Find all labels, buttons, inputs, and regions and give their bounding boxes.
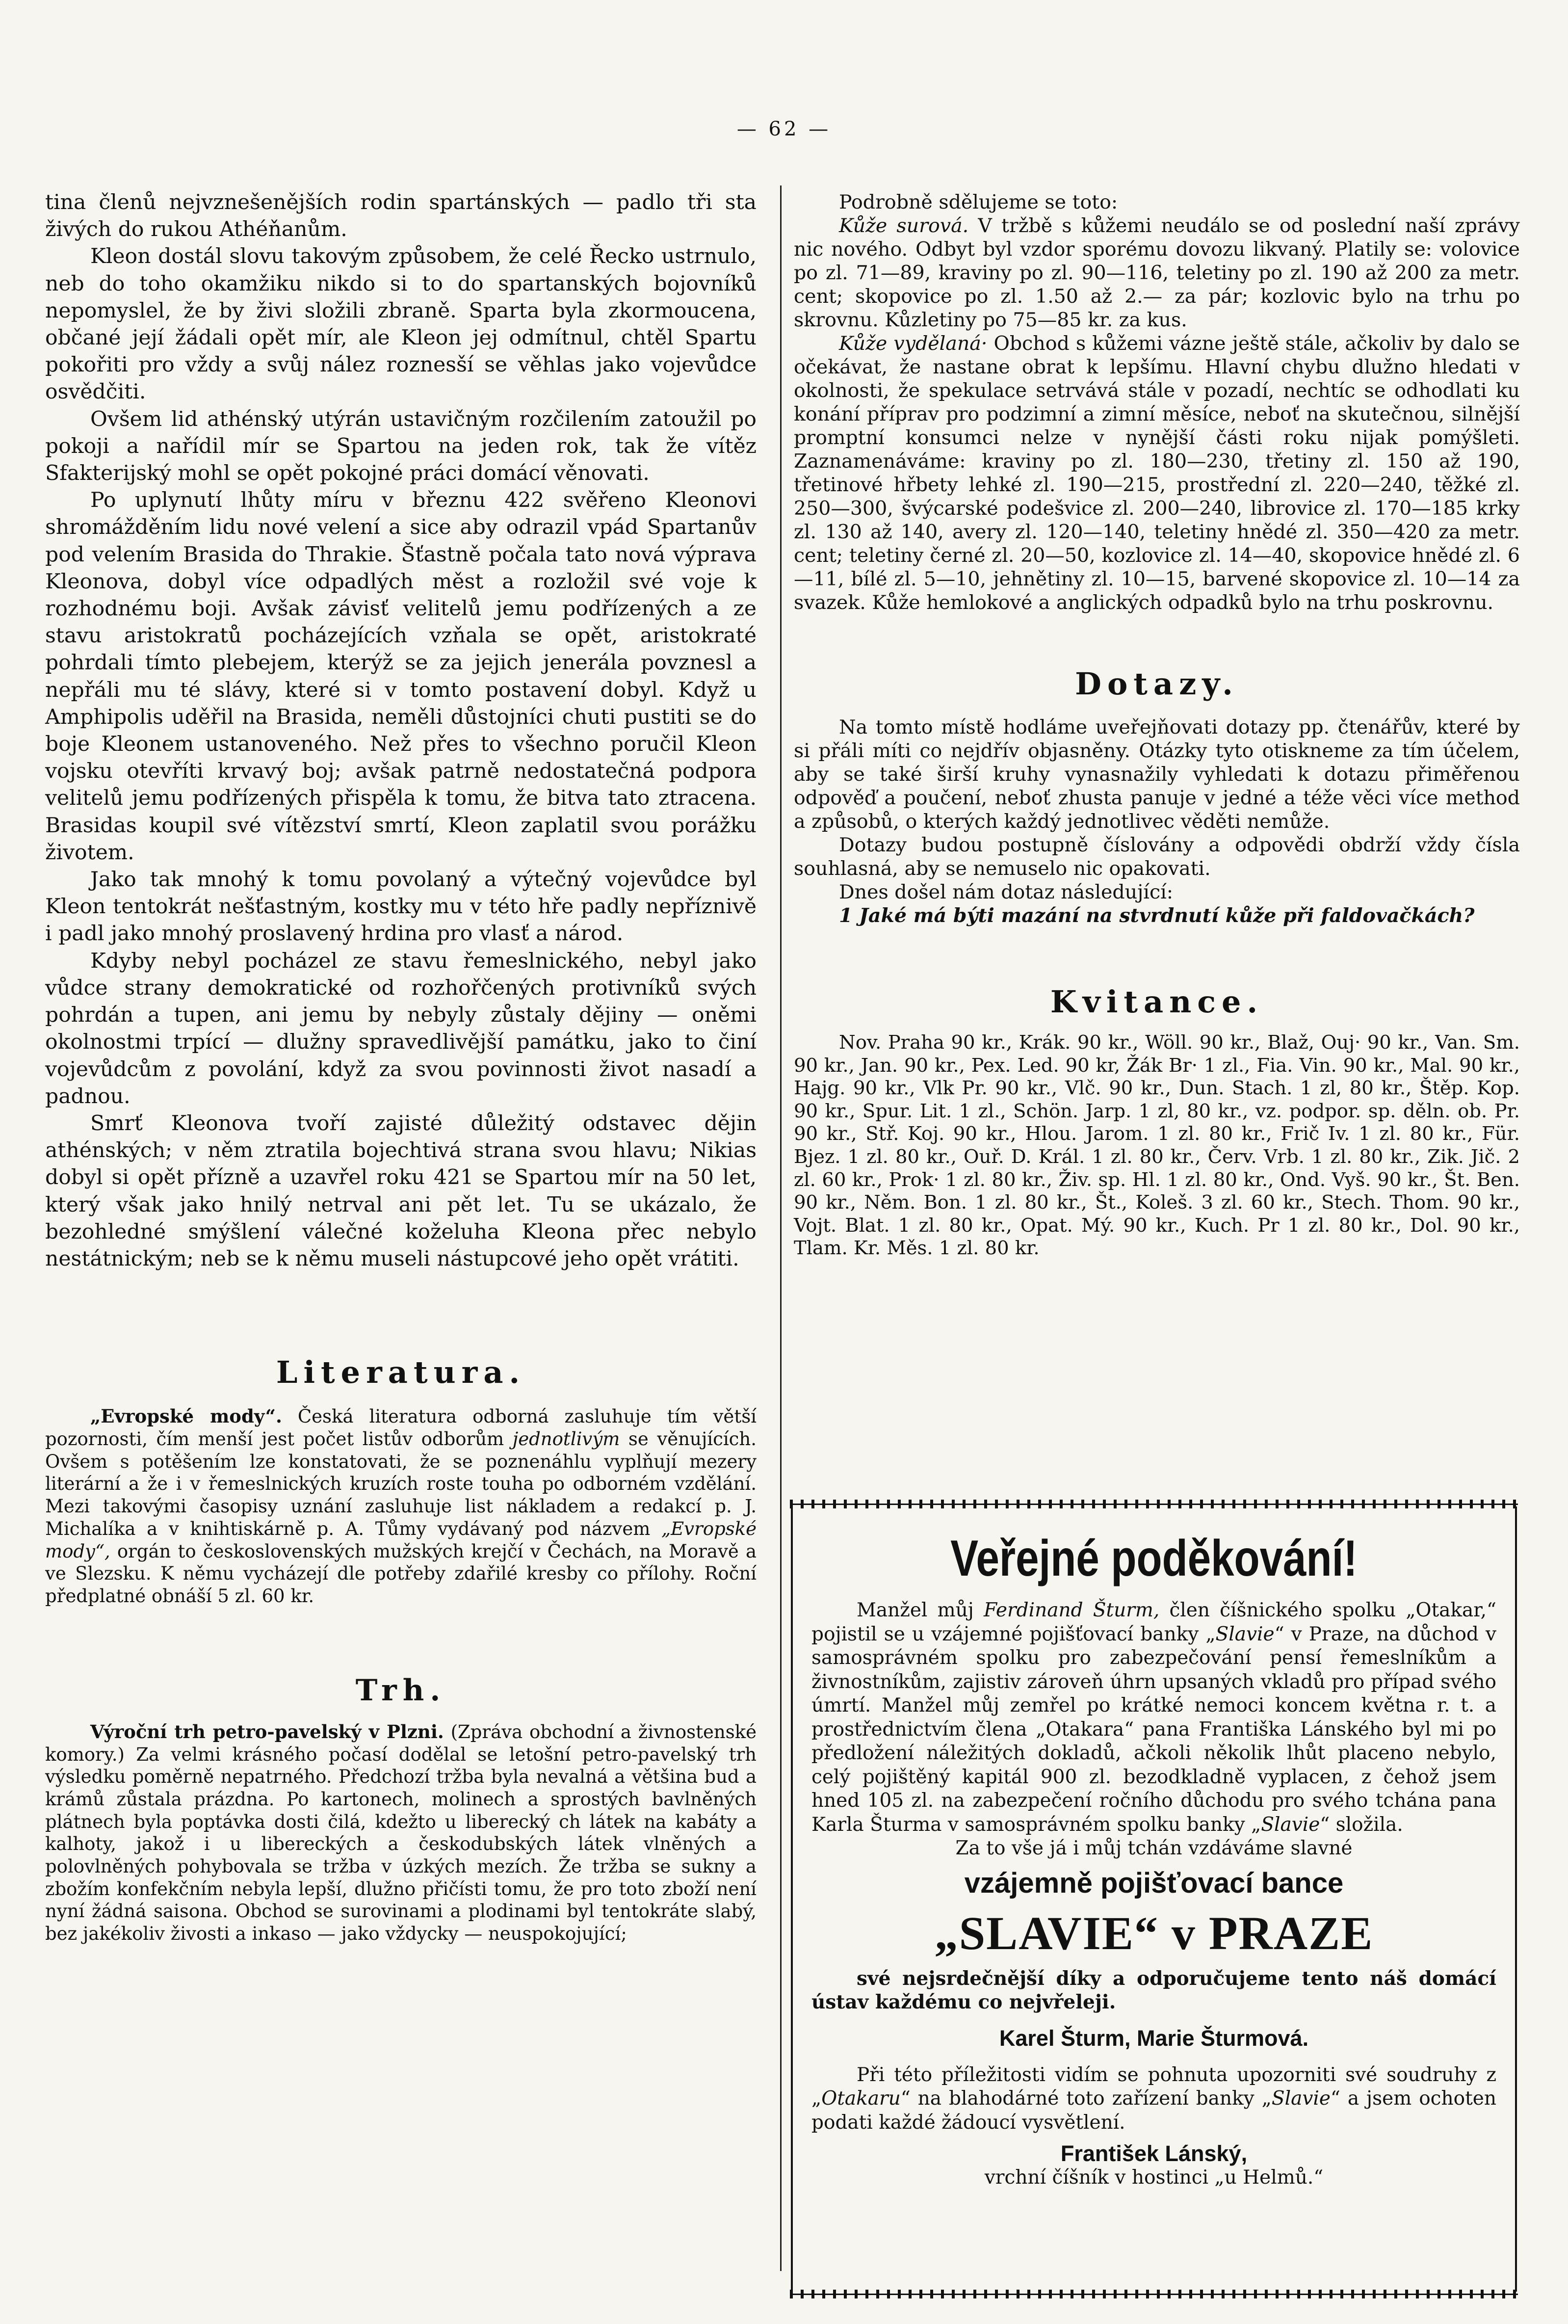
ad-name: Ferdinand Šturm, xyxy=(984,1599,1160,1621)
ad-text: “ v Praze, na důchod v samosprávném spolku pro zabezpečování pensí řemeslníkům a živnostníkům, zajistiv zároveň úhrn upsaných vkladů pro případ svého úmrtí. Manžel můj zemřel po krátké nemoci koncem května r. t. a prostřednictvím člena „Otakara“ pana Františka Lánského byl mi po předložení náležitých dokladů, ačkoli několik lhůt placeno nebylo, celý pojištěný kapitál 900 zl. bezodkladně vyplacen, z čehož jsem hned 105 zl. na zabezpečení ročního důchodu pro svého tchána pana Karla Šturma v samosprávném spolku banky „ xyxy=(811,1623,1496,1836)
advertisement-thanks-line: Za to vše já i můj tchán vzdáváme slavné xyxy=(955,1837,1353,1859)
trh-paragraph xyxy=(45,1721,757,1945)
kuze-surova-paragraph xyxy=(794,214,1520,332)
kvitance-heading: Kvitance. xyxy=(1050,984,1264,1020)
right-column xyxy=(794,190,1520,1260)
advertisement-bank-line: vzájemně pojišťovací bance xyxy=(964,1867,1344,1899)
literatura-title: „Evropské mody“. xyxy=(90,1405,282,1427)
advertisement-paragraph: své nejsrdečnější díky a odporučujeme tento náš domácí ústav každému co nejvřeleji. xyxy=(811,1967,1496,2013)
kuze-surova-text: V tržbě s kůžemi neudálo se od poslední naší zprávy nic nového. Odbyt byl vzdor sporému dovozu likvaný. Platily se: volovice po zl. 71—89, kraviny po zl. 90—116, teletiny po zl. 190 až 200 za metr. cent; skopovice po zl. 1.50 až 2.— za pár; kozlovic bylo na trhu po skrovnu. Kůzletiny po 75—85 kr. za kus. xyxy=(794,214,1520,331)
literatura-text-italic: „Evropské mody“, xyxy=(45,1518,757,1562)
trh-text: (Zpráva obchodní a živnostenské komory.) Za velmi krásného počasí dodělal se letošní petro-pavelský trh výsledku poměrně nepatrného. Předchozí tržba byla nevalná a většina bud a krámů zůstala prázdna. Po kartonech, molinech a sprostých bavlněných plátnech byla poptávka dosti čilá, kdežto u liberecký ch látek na kabáty a kalhoty, jakož i u libereckých a českodubských látek vlněných a polovlněných pohybovala se tržba v úzkých mezích. Že tržba se sukny a zbožím konfekčním nebyla lepší, dlužno přičísti tomu, že pro toto zboží není nyní žádná saisona. Obchod se surovinami a plodinami byl tentokráte slabý, bez jakékoliv živosti a inkaso — jako vždycky — neuspokojující; xyxy=(45,1721,757,1945)
ornamental-border-bottom xyxy=(790,2290,1518,2298)
literatura-text: se věnujících. Ovšem s potěšením lze konstatovati, že se poznenáhlu vyplňují mezery literární a že i v řemeslnických kruzích roste touha po odborném vzdělání. Mezi takovými časopisy uznání zasluhuje list nákladem a redakcí p. J. Michalíka a v knihtiskárně p. A. Tůmy vydávaný pod názvem xyxy=(45,1428,757,1539)
ad-text: “ a jsem ochoten podati každé žádoucí vysvětlení. xyxy=(811,2087,1496,2134)
literatura-text: orgán to československých mužských krejčí v Čechách, na Moravě a ve Slezsku. K němu vycházejí dle potřeby zdařilé kresby co přílohy. Roční předplatné obnáší 5 zl. 60 kr. xyxy=(45,1540,757,1607)
literatura-paragraph xyxy=(45,1405,757,1607)
literatura-text: Česká literatura odborná zasluhuje tím větší pozornosti, čím menší jest počet listův odborům xyxy=(45,1406,757,1450)
dotazy-heading: Dotazy. xyxy=(1075,666,1239,702)
market-intro: Podrobně sdělujeme se toto: xyxy=(839,191,1118,213)
trh-heading: Trh. xyxy=(355,1673,446,1708)
advertisement-box xyxy=(791,1506,1517,2292)
ad-brand-italic: Slavie xyxy=(1261,1813,1320,1836)
dotazy-paragraph: Dotazy budou postupně číslovány a odpovědi obdrží vždy čísla souhlasná, aby se nemuselo nic opakovati. xyxy=(794,834,1520,880)
ad-text: “ na blahodárné toto zařízení banky „ xyxy=(900,2087,1272,2110)
article-paragraph: tina členů nejvznešenějších rodin spartánských — padlo tři sta živých do rukou Athéňanům. xyxy=(45,190,757,242)
advertisement-paragraph xyxy=(811,1599,1496,1837)
column-divider xyxy=(780,185,784,2271)
kuze-vydelana-label: Kůže vydělaná· xyxy=(839,332,988,355)
article-paragraph: Jako tak mnohý k tomu povolaný a výtečný vojevůdce byl Kleon tentokrát nešťastným, kostky mu v této hře padly nepříznivě i padl jako mnohý proslavený hrdina pro vlasť a národ. xyxy=(45,868,757,946)
kvitance-section xyxy=(794,1031,1520,1260)
dotazy-question: 1 Jaké má býti mazání na stvrdnutí kůže při faldovačkách? xyxy=(839,904,1475,927)
kvitance-list: Nov. Praha 90 kr., Krák. 90 kr., Wöll. 90 kr., Blaž, Ouj· 90 kr., Van. Sm. 90 kr., Jan. 90 kr., Pex. Led. 90 kr, Žák Br· 1 zl., Fia. Vin. 90 kr., Mal. 90 kr., Hajg. 90 kr., Vlk Pr. 90 kr., Vlč. 90 kr., Dun. Stach. 1 zl, 80 kr., Štěp. Kop. 90 kr., Spur. Lit. 1 zl., Schön. Jarp. 1 zl, 80 kr., vz. podpor. sp. děln. ob. Pr. 90 kr., Stř. Koj. 90 kr., Hlou. Jarom. 1 zl. 80 kr., Frič Iv. 1 zl. 80 kr., Für. Bjez. 1 zl. 80 kr., Ouř. D. Král. 1 zl. 80 kr., Červ. Vrb. 1 zl. 80 kr., Zik. Jič. 2 zl. 60 kr., Prok· 1 zl. 80 kr., Živ. sp. Hl. 1 zl. 80 kr., Ond. Vyš. 90 kr., Št. Ben. 90 kr., Něm. Bon. 1 zl. 80 kr., Št., Koleš. 3 zl. 60 kr., Stech. Thom. 90 kr., Vojt. Blat. 1 zl. 80 kr., Opat. Mý. 90 kr., Kuch. Pr 1 zl. 80 kr., Dol. 90 kr., Tlam. Kr. Měs. 1 zl. 80 kr. xyxy=(794,1031,1520,1260)
trh-title: Výroční trh petro-pavelský v Plzni. xyxy=(90,1720,444,1743)
advertisement-title: Veřejné poděkování! xyxy=(950,1530,1358,1587)
advertisement-signature: Karel Šturm, Marie Šturmová. xyxy=(999,2025,1309,2051)
literatura-heading: Literatura. xyxy=(276,1354,526,1391)
literatura-section xyxy=(45,1405,757,1607)
ad-text: Při této příležitosti vidím se pohnuta upozorniti své soudruhy z „ xyxy=(811,2063,1496,2110)
ad-text: “ složila. xyxy=(1320,1813,1403,1836)
ad-text: člen číšnického spolku „Otakar,“ pojistil se u vzájemné pojišťovací banky „ xyxy=(811,1599,1496,1645)
ad-text: Manžel můj xyxy=(857,1599,974,1621)
left-column xyxy=(45,189,757,1945)
kuze-vydelana-paragraph xyxy=(794,332,1520,614)
article-paragraph: Ovšem lid athénský utýrán ustavičným rozčilením zatoužil po pokoji a nařídil mír se Spartou na jeden rok, tak že vítěz Sfakterijský mohl se opět pokojné práci domácí věnovati. xyxy=(45,407,757,486)
trh-section xyxy=(45,1721,757,1945)
kuze-vydelana-text: Obchod s kůžemi vázne ještě stále, ačkoliv by dalo se očekávat, že nastane obrat k lepšímu. Hlavní chybu dlužno hledati v okolnosti, že spekulace setrvává stále v pozadí, nechtíc se odhodlati ku konání příprav pro podzimní a zimní měsíce, neboť na skutečnou, silnější promptní konsumci nelze v nynější části roku nijak pomýšleti. Zaznamenáváme: kraviny po zl. 180—230, třetiny zl. 150 až 190, třetinové hřbety lehké zl. 190—215, prostřední zl. 220—240, těžké zl. 250—300, švýcarské podešvice zl. 200—240, librovice zl. 170—185 krky zl. 130 až 140, avery zl. 120—140, teletiny hnědé zl. 350—420 za metr. cent; teletiny černé zl. 20—50, kozlovice zl. 14—40, skopovice hnědé zl. 6—11, bílé zl. 5—10, jehnětiny zl. 10—15, barvené skopovice zl. 10—14 za svazek. Kůže hemlokové a anglických odpadků bylo na trhu poskrovnu. xyxy=(794,332,1520,614)
ad-name: Otakaru xyxy=(821,2087,901,2110)
literatura-text-italic: jednotlivým xyxy=(512,1428,620,1450)
dotazy-paragraph: Na tomto místě hodláme uveřejňovati dotazy pp. čtenářův, které by si přáli míti co nejdřív objasněny. Otázky tyto otiskneme za tím účelem, aby se také širší kruhy vynasnažily vyhledati k dotazu přiměřenou odpověď a poučení, neboť zhusta panuje v jedné a téže věci více method a způsobů, o kterých každý jednotlivec věděti nemůže. xyxy=(794,716,1520,833)
advertisement-paragraph xyxy=(811,2063,1496,2135)
article-paragraph: Smrť Kleonova tvoří zajisté důležitý odstavec dějin athénských; v něm ztratila bojechtivá strana svou hlavu; Nikias dobyl si opět přízně a uzavřel roku 421 se Spartou mír na 50 let, který však jako hnilý netrval ani pět let. Tu se ukázalo, že bezohledné smýšlení válečné koželuha Kleona přec nebylo nestátnickým; neb se k němu museli nástupcové jeho opět vrátiti. xyxy=(45,1111,757,1271)
article-paragraph: Kleon dostál slovu takovým způsobem, že celé Řecko ustrnulo, neb do toho okamžiku nikdo si to do spartanských bojovníků nepomyslel, že by živi složili zbraně. Sparta byla zkormoucena, občané její žádali opět mír, ale Kleon jej odmítnul, chtěl Spartu pokořiti pro vždy a svůj nález roznesší se věhlas jako vojevůdce osvědčiti. xyxy=(45,244,757,404)
advertisement-signature-role: vrchní číšník v hostinci „u Helmů.“ xyxy=(984,2166,1324,2189)
dotazy-paragraph: Dnes došel nám dotaz následující: xyxy=(839,881,1174,903)
advertisement-signature-2: František Lánský, xyxy=(1060,2141,1248,2166)
article-paragraph: Kdyby nebyl pocházel ze stavu řemeslnického, nebyl jako vůdce strany demokratické od rozhořčených protivníků svých pohrdán a tupen, ani jemu by nebyly zůstaly dějiny — oněmi okolnostmi trpící — dlužny spravedlivější památku, jako to činí vojevůdcům z povolání, když za svou povinnosti život nasadí a padnou. xyxy=(45,949,757,1109)
article-paragraph: Po uplynutí lhůty míru v březnu 422 svěřeno Kleonovi shromážděním lidu nové velení a sice aby odrazil vpád Spartanův pod velením Brasida do Thrakie. Šťastně počala tato nová výprava Kleonova, dobyl více odpadlých měst a rozložil své voje k rozhodnému boji. Avšak závisť velitelů jemu podřízených a ze stavu aristokratů pocházejících vzňala se opět, aristokraté pohrdali tímto plebejem, kterýž se za jejich jenerála povznesl a nepřáli mu té slávy, které si v tomto postavení dobyl. Když u Amphipolis uděřil na Brasida, neměli důstojníci chuti pustiti se do boje Kleonem ustanoveného. Než přes to všechno poručil Kleon vojsku otevříti krvavý boj; avšak patrně nedostatečná podpora velitelů jemu podřízených přispěla k tomu, že bitva tato ztracena. Brasidas koupil své vítězství smrtí, Kleon zaplatil svou porážku životem. xyxy=(45,488,757,865)
advertisement-brand: „SLAVIE“ v PRAZE xyxy=(934,1906,1374,1959)
ornamental-border-top xyxy=(790,1500,1518,1508)
page-number: — 62 — xyxy=(736,118,832,140)
ad-brand-italic: Slavie xyxy=(1271,2087,1331,2110)
ad-brand-italic: Slavie xyxy=(1215,1623,1275,1645)
kuze-surova-label: Kůže surová. xyxy=(839,214,969,237)
